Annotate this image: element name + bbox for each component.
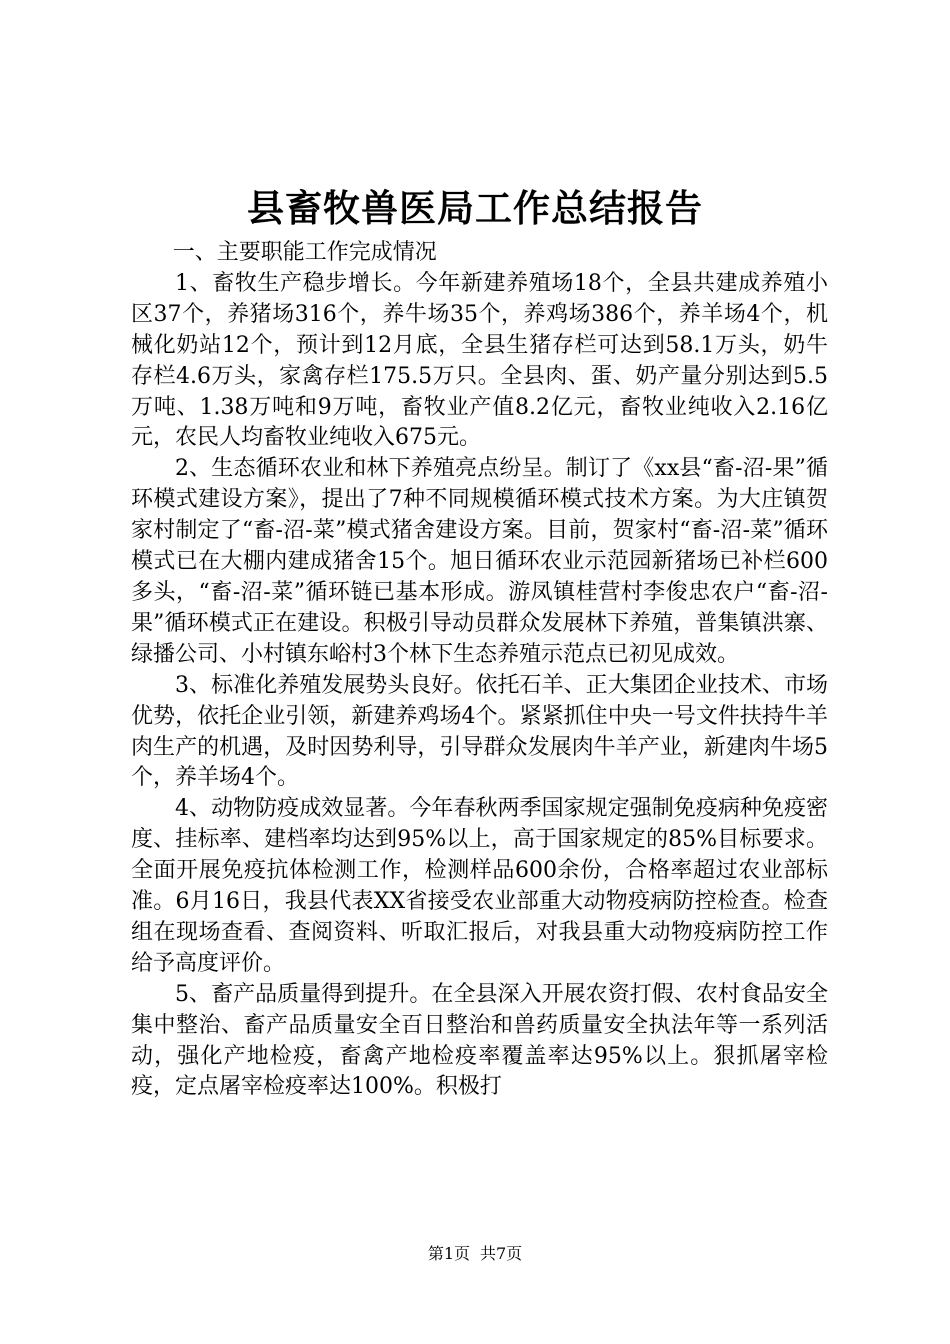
page-footer <box>0 1244 950 1264</box>
document-title: 县畜牧兽医局工作总结报告 <box>247 187 703 230</box>
paragraph-2: 2、生态循环农业和林下养殖亮点纷呈。制订了《xx县“畜-沼-果”循环模式建设方案》，提出了7种不同规模循环模式技术方案。为大庄镇贺家村制定了“畜-沼-菜”模式猪舍建设方案。目前，贺家村“畜-沼-菜”循环模式已在大棚内建成猪舍15个。旭日循环农业示范园新猪场已补栏600多头，“畜-沼-菜”循环链已基本形成。游凤镇桂营村李俊忠农户“畜-沼-果”循环模式正在建设。积极引导动员群众发展林下养殖，普集镇洪寨、绿播公司、小村镇东峪村3个林下生态养殖示范点已初见成效。 <box>131 456 828 667</box>
paragraph-3: 3、标准化养殖发展势头良好。依托石羊、正大集团企业技术、市场优势，依托企业引领，新建养鸡场4个。紧紧抓住中央一号文件扶持牛羊肉生产的机遇，及时因势利导，引导群众发展肉牛羊产业，新建肉牛场5个，养羊场4个。 <box>131 672 828 791</box>
page-number-total: 共7页 <box>480 1244 523 1263</box>
section-heading: 一、主要职能工作完成情况 <box>172 240 437 265</box>
paragraph-4: 4、动物防疫成效显著。今年春秋两季国家规定强制免疫病种免疫密度、挂标率、建档率均达到95%以上，高于国家规定的85%目标要求。全面开展免疫抗体检测工作，检测样品600余份，合格率超过农业部标准。6月16日，我县代表XX省接受农业部重大动物疫病防控检查。检查组在现场查看、查阅资料、听取汇报后，对我县重大动物疫病防控工作给予高度评价。 <box>131 796 828 976</box>
paragraph-1: 1、畜牧生产稳步增长。今年新建养殖场18个，全县共建成养殖小区37个，养猪场316个，养牛场35个，养鸡场386个，养羊场4个，机械化奶站12个，预计到12月底，全县生猪存栏可达到58.1万头，奶牛存栏4.6万头，家禽存栏175.5万只。全县肉、蛋、奶产量分别达到5.5万吨、1.38万吨和9万吨，畜牧业产值8.2亿元，畜牧业纯收入2.16亿元，农民人均畜牧业纯收入675元。 <box>131 270 828 451</box>
paragraph-5: 5、畜产品质量得到提升。在全县深入开展农资打假、农村食品安全集中整治、畜产品质量安全百日整治和兽药质量安全执法年等一系列活动，强化产地检疫，畜禽产地检疫率覆盖率达95%以上。狠抓屠宰检疫，定点屠宰检疫率达100%。积极打 <box>131 981 828 1100</box>
page-number-current: 第1页 <box>427 1244 470 1263</box>
document-body <box>131 238 828 1103</box>
